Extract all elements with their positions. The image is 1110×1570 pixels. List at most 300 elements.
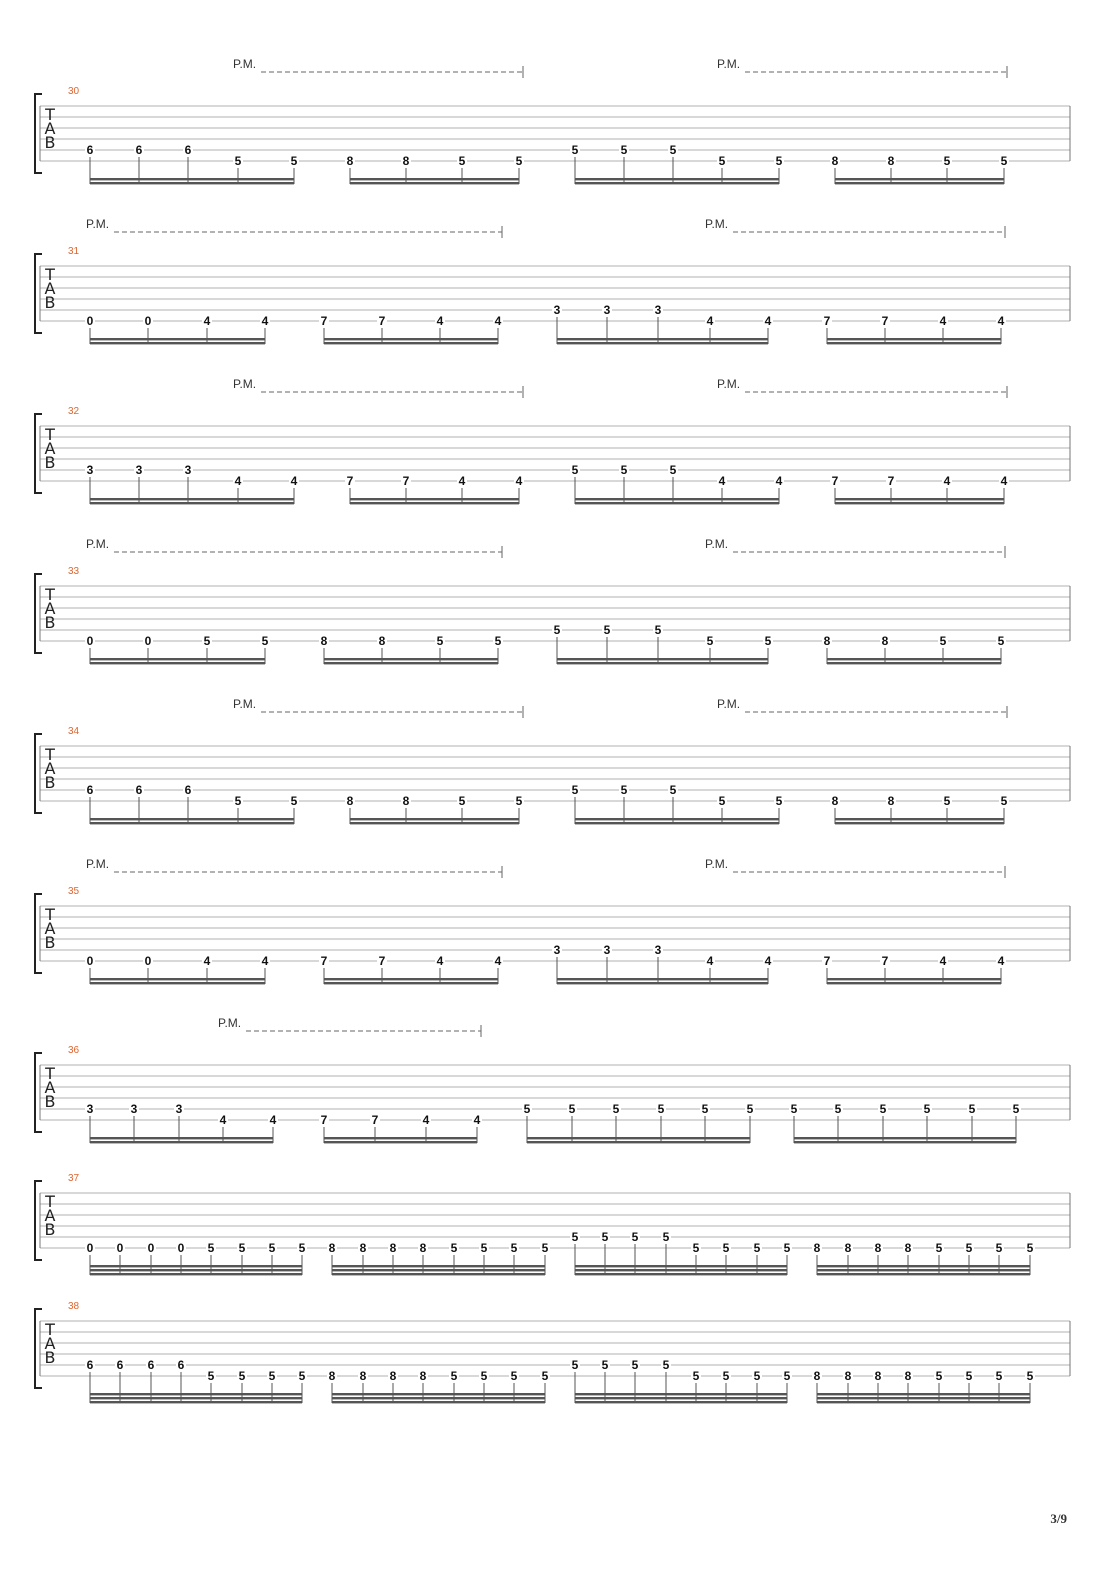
fret-number: 5 [571, 463, 579, 477]
fret-number: 7 [823, 314, 831, 328]
palm-mute-label: P.M. [717, 377, 741, 391]
fret-number: 4 [234, 474, 242, 488]
fret-number: 8 [823, 634, 831, 648]
beam [527, 1137, 750, 1139]
tab-clef-letter: T [45, 425, 55, 444]
measure-number: 38 [68, 1301, 80, 1312]
fret-number: 4 [494, 954, 502, 968]
beam [90, 1401, 302, 1403]
beam [324, 662, 498, 664]
beam [350, 498, 519, 500]
beam-group [570, 463, 784, 504]
palm-mute-marking [705, 537, 1005, 558]
fret-number: 8 [320, 634, 328, 648]
beam [557, 658, 768, 660]
tab-clef-letter: B [44, 1220, 56, 1239]
fret-number: 5 [1012, 1102, 1020, 1116]
palm-mute-marking [233, 697, 523, 718]
fret-number: 5 [631, 1230, 639, 1244]
fret-number: 7 [371, 1113, 379, 1127]
measure-number: 37 [68, 1173, 80, 1184]
fret-number: 8 [874, 1241, 882, 1255]
beam-group [812, 1369, 1035, 1403]
fret-number: 8 [881, 634, 889, 648]
tab-clef-letter: B [44, 933, 56, 952]
fret-number: 5 [436, 634, 444, 648]
beam [90, 822, 294, 824]
beam [324, 342, 498, 344]
beam-group [570, 143, 784, 184]
fret-number: 5 [571, 1358, 579, 1372]
tab-clef-letter: A [44, 599, 56, 618]
fret-number: 5 [553, 623, 561, 637]
beam [557, 662, 768, 664]
fret-number: 5 [290, 154, 298, 168]
fret-number: 0 [177, 1241, 185, 1255]
fret-number: 3 [553, 303, 561, 317]
fret-number: 4 [764, 314, 772, 328]
beam-group [85, 1102, 278, 1143]
beam-group [319, 1113, 482, 1143]
beam [90, 978, 265, 980]
fret-number: 5 [458, 154, 466, 168]
tab-clef [44, 105, 55, 152]
beam [794, 1137, 1016, 1139]
fret-number: 8 [831, 154, 839, 168]
fret-number: 5 [753, 1241, 761, 1255]
fret-number: 5 [510, 1369, 518, 1383]
fret-number: 5 [620, 783, 628, 797]
fret-number: 5 [746, 1102, 754, 1116]
beam-group [822, 634, 1006, 664]
beam [324, 658, 498, 660]
tab-clef-letter: A [44, 1206, 56, 1225]
palm-mute-marking [218, 1016, 481, 1037]
fret-number: 4 [1000, 474, 1008, 488]
measure-number: 34 [68, 726, 80, 737]
fret-number: 4 [997, 314, 1005, 328]
beam-group [345, 154, 524, 184]
beam-group [85, 463, 299, 504]
beam [835, 818, 1004, 820]
palm-mute-label: P.M. [233, 57, 257, 71]
fret-number: 5 [701, 1102, 709, 1116]
fret-number: 6 [184, 143, 192, 157]
fret-number: 5 [234, 794, 242, 808]
beam [575, 1401, 787, 1403]
fret-number: 5 [568, 1102, 576, 1116]
beam [90, 1269, 302, 1271]
fret-number: 5 [515, 794, 523, 808]
tab-clef-letter: B [44, 613, 56, 632]
tab-clef-letter: A [44, 439, 56, 458]
beam [575, 502, 779, 504]
fret-number: 5 [753, 1369, 761, 1383]
beam-group [789, 1102, 1021, 1143]
tab-system [35, 1173, 1070, 1275]
fret-number: 5 [1026, 1369, 1034, 1383]
tab-system [35, 217, 1070, 344]
palm-mute-label: P.M. [86, 857, 110, 871]
fret-number: 5 [268, 1369, 276, 1383]
fret-number: 8 [887, 794, 895, 808]
fret-number: 5 [657, 1102, 665, 1116]
fret-number: 5 [662, 1230, 670, 1244]
beam-group [570, 783, 784, 824]
fret-number: 3 [175, 1102, 183, 1116]
fret-number: 5 [601, 1358, 609, 1372]
fret-number: 5 [450, 1241, 458, 1255]
fret-number: 5 [603, 623, 611, 637]
fret-number: 8 [419, 1369, 427, 1383]
beam [817, 1401, 1030, 1403]
beam [827, 342, 1001, 344]
fret-number: 4 [269, 1113, 277, 1127]
tab-clef-letter: T [45, 585, 55, 604]
fret-number: 5 [268, 1241, 276, 1255]
beam [90, 1393, 302, 1395]
beam [827, 978, 1001, 980]
beam [827, 982, 1001, 984]
fret-number: 5 [783, 1369, 791, 1383]
palm-mute-marking [233, 57, 523, 78]
palm-mute-label: P.M. [705, 217, 729, 231]
fret-number: 6 [135, 143, 143, 157]
fret-number: 5 [203, 634, 211, 648]
fret-number: 4 [219, 1113, 227, 1127]
beam-group [85, 143, 299, 184]
tab-clef [44, 1320, 55, 1367]
beam-group [552, 623, 773, 664]
fret-number: 8 [813, 1369, 821, 1383]
fret-number: 0 [86, 314, 94, 328]
beam-group [552, 943, 773, 984]
fret-number: 5 [997, 634, 1005, 648]
tab-system [35, 537, 1070, 664]
beam [817, 1265, 1030, 1267]
fret-number: 5 [923, 1102, 931, 1116]
fret-number: 8 [359, 1369, 367, 1383]
tab-clef-letter: T [45, 905, 55, 924]
tab-clef-letter: B [44, 773, 56, 792]
fret-number: 5 [775, 154, 783, 168]
measure-number: 30 [68, 86, 80, 97]
palm-mute-marking [717, 57, 1007, 78]
tab-clef-letter: B [44, 293, 56, 312]
beam [827, 662, 1001, 664]
tab-clef-letter: A [44, 279, 56, 298]
palm-mute-marking [717, 377, 1007, 398]
beam-group [85, 954, 270, 984]
beam [90, 1265, 302, 1267]
page-number: 3/9 [1050, 1511, 1067, 1526]
palm-mute-label: P.M. [233, 377, 257, 391]
beam [827, 658, 1001, 660]
beam [350, 178, 519, 180]
fret-number: 5 [718, 154, 726, 168]
beam [557, 982, 768, 984]
fret-number: 4 [436, 314, 444, 328]
fret-number: 8 [874, 1369, 882, 1383]
beam [575, 822, 779, 824]
fret-number: 4 [939, 314, 947, 328]
beam [90, 658, 265, 660]
fret-number: 7 [346, 474, 354, 488]
beam [332, 1265, 545, 1267]
beam [90, 498, 294, 500]
fret-number: 8 [346, 794, 354, 808]
palm-mute-marking [86, 537, 502, 558]
beam [575, 1393, 787, 1395]
fret-number: 5 [298, 1369, 306, 1383]
fret-number: 8 [831, 794, 839, 808]
fret-number: 8 [844, 1241, 852, 1255]
beam-group [830, 474, 1009, 504]
beam [575, 818, 779, 820]
beam-group [345, 794, 524, 824]
beam [324, 1137, 477, 1139]
fret-number: 5 [783, 1241, 791, 1255]
fret-number: 5 [298, 1241, 306, 1255]
fret-number: 4 [473, 1113, 481, 1127]
fret-number: 4 [943, 474, 951, 488]
fret-number: 7 [378, 954, 386, 968]
palm-mute-marking [717, 697, 1007, 718]
tab-system [35, 697, 1070, 824]
fret-number: 5 [494, 634, 502, 648]
beam [557, 338, 768, 340]
fret-number: 5 [790, 1102, 798, 1116]
fret-number: 0 [147, 1241, 155, 1255]
fret-number: 7 [320, 314, 328, 328]
tab-clef [44, 1192, 55, 1239]
tab-clef [44, 1064, 55, 1111]
fret-number: 5 [775, 794, 783, 808]
beam [350, 502, 519, 504]
beam [324, 1141, 477, 1143]
tab-clef-letter: B [44, 133, 56, 152]
tab-clef-letter: T [45, 745, 55, 764]
fret-number: 8 [328, 1241, 336, 1255]
beam [324, 338, 498, 340]
tab-clef-letter: B [44, 453, 56, 472]
fret-number: 5 [601, 1230, 609, 1244]
fret-number: 8 [389, 1241, 397, 1255]
beam-group [327, 1241, 550, 1275]
fret-number: 3 [184, 463, 192, 477]
beam [90, 1397, 302, 1399]
fret-number: 8 [389, 1369, 397, 1383]
beam [332, 1401, 545, 1403]
fret-number: 3 [130, 1102, 138, 1116]
fret-number: 5 [480, 1369, 488, 1383]
fret-number: 5 [234, 154, 242, 168]
palm-mute-marking [705, 217, 1005, 238]
tab-clef-letter: T [45, 1064, 55, 1083]
beam [90, 1273, 302, 1275]
fret-number: 4 [203, 314, 211, 328]
beam [817, 1397, 1030, 1399]
fret-number: 5 [995, 1369, 1003, 1383]
beam [90, 1141, 273, 1143]
palm-mute-marking [86, 217, 502, 238]
fret-number: 8 [402, 794, 410, 808]
fret-number: 7 [402, 474, 410, 488]
beam-group [552, 303, 773, 344]
fret-number: 4 [997, 954, 1005, 968]
fret-number: 5 [290, 794, 298, 808]
tab-clef-letter: A [44, 1334, 56, 1353]
fret-number: 5 [571, 783, 579, 797]
tab-clef [44, 425, 55, 472]
tab-clef-letter: A [44, 759, 56, 778]
beam [835, 502, 1004, 504]
fret-number: 8 [887, 154, 895, 168]
fret-number: 8 [402, 154, 410, 168]
fret-number: 3 [654, 943, 662, 957]
fret-number: 3 [603, 943, 611, 957]
fret-number: 5 [238, 1369, 246, 1383]
fret-number: 5 [879, 1102, 887, 1116]
beam [90, 338, 265, 340]
tab-system [35, 57, 1070, 184]
palm-mute-label: P.M. [717, 57, 741, 71]
fret-number: 5 [669, 783, 677, 797]
fret-number: 4 [203, 954, 211, 968]
beam [827, 338, 1001, 340]
fret-number: 5 [935, 1369, 943, 1383]
fret-number: 0 [86, 634, 94, 648]
fret-number: 5 [965, 1369, 973, 1383]
fret-number: 4 [706, 954, 714, 968]
beam [350, 182, 519, 184]
beam-group [522, 1102, 755, 1143]
fret-number: 7 [378, 314, 386, 328]
beam-group [319, 954, 503, 984]
palm-mute-label: P.M. [218, 1016, 242, 1030]
fret-number: 5 [571, 143, 579, 157]
beam [575, 1397, 787, 1399]
palm-mute-marking [233, 377, 523, 398]
fret-number: 5 [631, 1358, 639, 1372]
fret-number: 3 [553, 943, 561, 957]
fret-number: 5 [764, 634, 772, 648]
fret-number: 5 [1000, 154, 1008, 168]
fret-number: 0 [86, 1241, 94, 1255]
beam [557, 342, 768, 344]
fret-number: 4 [764, 954, 772, 968]
palm-mute-label: P.M. [705, 537, 729, 551]
fret-number: 7 [881, 314, 889, 328]
palm-mute-marking [705, 857, 1005, 878]
fret-number: 8 [378, 634, 386, 648]
fret-number: 8 [904, 1369, 912, 1383]
fret-number: 4 [261, 954, 269, 968]
fret-number: 4 [261, 314, 269, 328]
tab-clef [44, 265, 55, 312]
fret-number: 7 [881, 954, 889, 968]
fret-number: 8 [813, 1241, 821, 1255]
beam-group [822, 314, 1006, 344]
fret-number: 5 [965, 1241, 973, 1255]
beam [575, 182, 779, 184]
fret-number: 5 [943, 154, 951, 168]
tab-clef-letter: T [45, 265, 55, 284]
fret-number: 5 [834, 1102, 842, 1116]
tab-system [35, 857, 1070, 984]
fret-number: 5 [935, 1241, 943, 1255]
fret-number: 0 [86, 954, 94, 968]
fret-number: 4 [494, 314, 502, 328]
beam [794, 1141, 1016, 1143]
fret-number: 7 [823, 954, 831, 968]
beam-group [812, 1241, 1035, 1275]
fret-number: 5 [692, 1369, 700, 1383]
beam-group [822, 954, 1006, 984]
tab-clef-letter: A [44, 119, 56, 138]
palm-mute-marking [86, 857, 502, 878]
beam [90, 818, 294, 820]
measure-number: 33 [68, 566, 80, 577]
beam [575, 1265, 787, 1267]
fret-number: 5 [968, 1102, 976, 1116]
fret-number: 8 [328, 1369, 336, 1383]
tab-clef-letter: B [44, 1092, 56, 1111]
tab-clef-letter: B [44, 1348, 56, 1367]
beam-group [345, 474, 524, 504]
beam [835, 178, 1004, 180]
beam [90, 178, 294, 180]
beam [527, 1141, 750, 1143]
fret-number: 7 [320, 954, 328, 968]
fret-number: 5 [620, 463, 628, 477]
fret-number: 8 [359, 1241, 367, 1255]
fret-number: 5 [261, 634, 269, 648]
beam [90, 342, 265, 344]
fret-number: 6 [86, 783, 94, 797]
beam-group [327, 1369, 550, 1403]
fret-number: 4 [718, 474, 726, 488]
fret-number: 8 [904, 1241, 912, 1255]
beam-group [830, 154, 1009, 184]
palm-mute-label: P.M. [86, 537, 110, 551]
beam [835, 182, 1004, 184]
fret-number: 5 [718, 794, 726, 808]
beam-group [830, 794, 1009, 824]
fret-number: 8 [844, 1369, 852, 1383]
fret-number: 4 [515, 474, 523, 488]
fret-number: 5 [995, 1241, 1003, 1255]
fret-number: 5 [692, 1241, 700, 1255]
fret-number: 4 [422, 1113, 430, 1127]
beam [90, 502, 294, 504]
tab-system [35, 377, 1070, 504]
fret-number: 7 [320, 1113, 328, 1127]
beam [557, 978, 768, 980]
fret-number: 5 [523, 1102, 531, 1116]
measure-number: 36 [68, 1045, 80, 1056]
beam [835, 822, 1004, 824]
tab-system [35, 1016, 1070, 1143]
fret-number: 5 [515, 154, 523, 168]
fret-number: 7 [887, 474, 895, 488]
beam-group [85, 314, 270, 344]
fret-number: 5 [571, 1230, 579, 1244]
fret-number: 4 [290, 474, 298, 488]
beam [817, 1273, 1030, 1275]
fret-number: 7 [831, 474, 839, 488]
measure-number: 32 [68, 406, 80, 417]
